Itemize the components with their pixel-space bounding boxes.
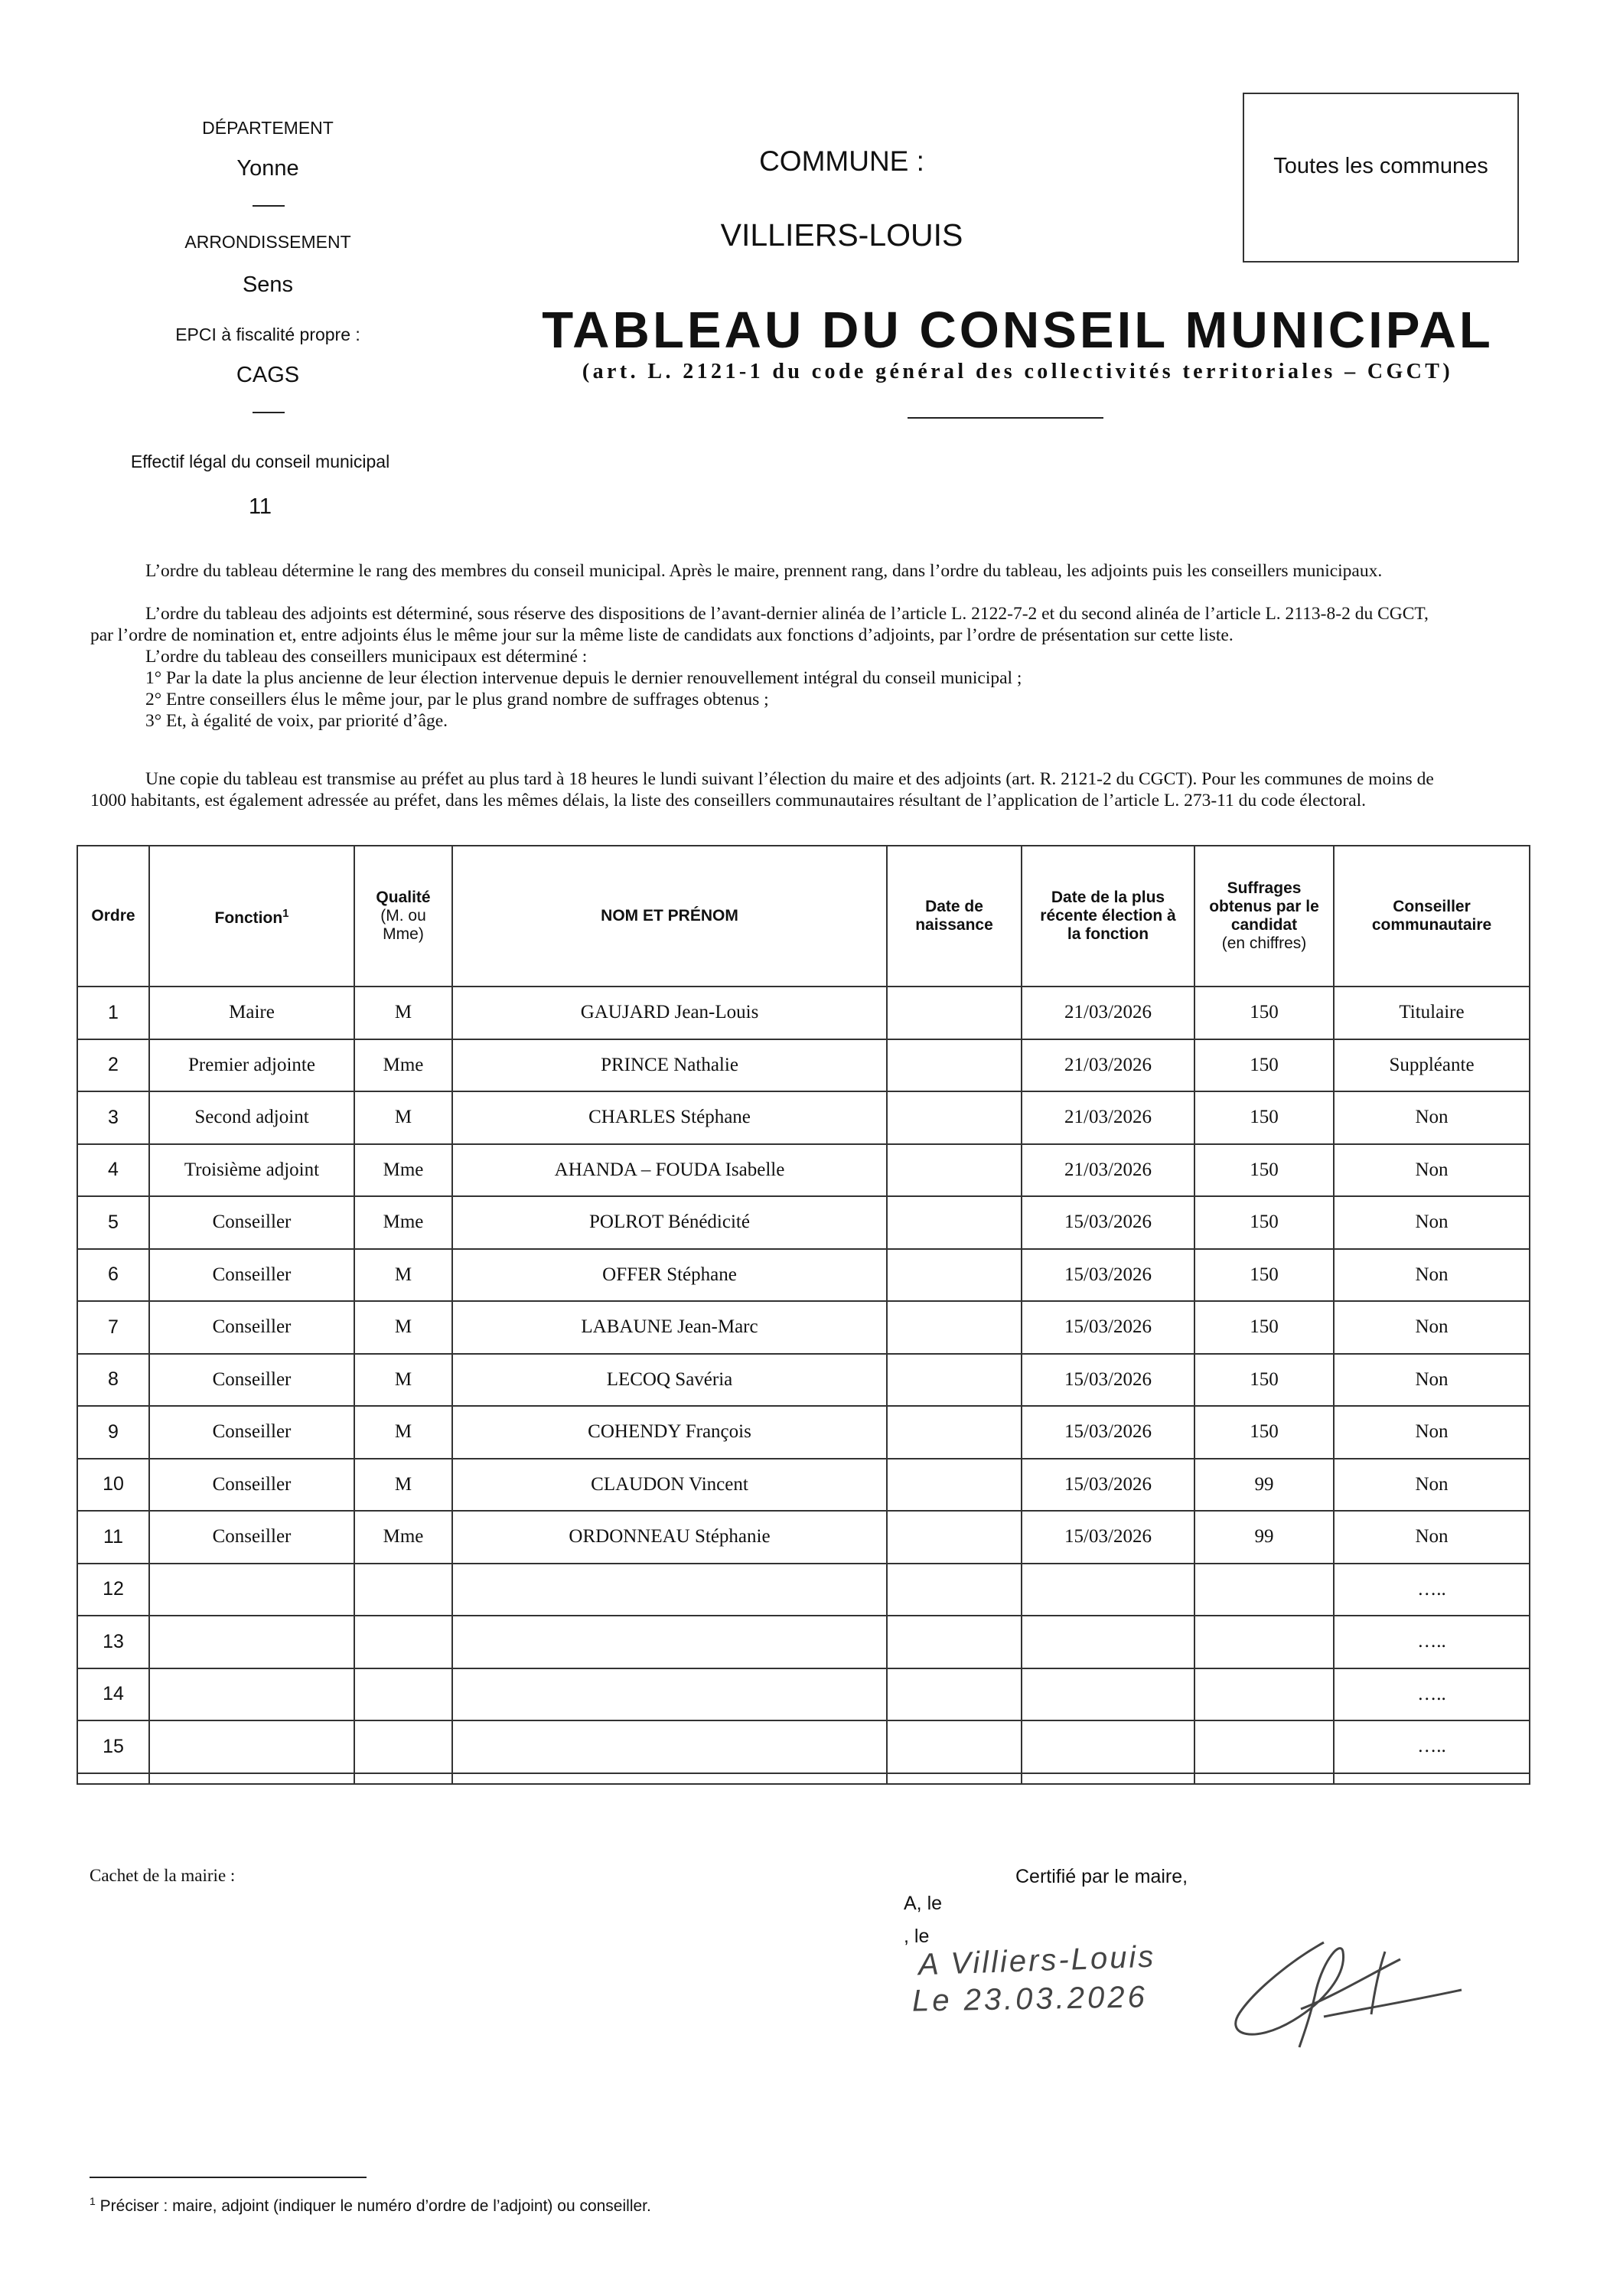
arrondissement-label: ARRONDISSEMENT [184,232,351,252]
cell-nom: LABAUNE Jean-Marc [452,1301,887,1354]
cell-naissance [887,1459,1022,1512]
cell-fonction: Conseiller [149,1196,354,1249]
epci-value: CAGS [236,363,300,387]
arrondissement-value: Sens [242,272,294,297]
intro-text: 1000 habitants, est également adressée au préfet, dans les mêmes délais, la liste des conseillers communautaires résultant de l’application de l’article L. 273-11 du code électoral. [90,791,1367,810]
cell-ordre: 12 [77,1564,149,1616]
cell-naissance [887,1616,1022,1668]
cell-qualite: M [354,1406,452,1459]
cell-naissance [887,1720,1022,1773]
cell-fonction: Conseiller [149,1511,354,1564]
intro-text: par l’ordre de nomination et, entre adjoints élus le même jour sur la même liste de candidats aux fonctions d’adjoints, par l’ordre de présentation sur cette liste. [90,625,1234,645]
cell-qualite: M [354,1091,452,1144]
cell-ordre: 10 [77,1459,149,1512]
cell-conseiller: Non [1334,1511,1530,1564]
cell-fonction: Conseiller [149,1459,354,1512]
cell-fonction [149,1668,354,1721]
cell-conseiller: Non [1334,1459,1530,1512]
cell-naissance [887,1039,1022,1092]
cell-qualite [354,1564,452,1616]
header-qualite: Qualité (M. ou Mme) [354,846,452,987]
cell-election: 21/03/2026 [1022,1144,1194,1197]
cell-nom: OFFER Stéphane [452,1249,887,1302]
header-fonction: Fonction$^1$ [149,846,354,987]
cell-suffrages: 150 [1194,1091,1334,1144]
cell-conseiller: Titulaire [1334,987,1530,1039]
table-row [77,1564,1530,1616]
spacer-row [77,1773,1530,1784]
cell-conseiller: Non [1334,1406,1530,1459]
cell-naissance [887,1668,1022,1721]
cell-qualite [354,1616,452,1668]
cell-naissance [887,1564,1022,1616]
table-row [77,1249,1530,1302]
cell-election: 21/03/2026 [1022,1039,1194,1092]
cell-fonction: Conseiller [149,1301,354,1354]
intro-text: L’ordre du tableau des adjoints est déterminé, sous réserve des dispositions de l’avant-dernier alinéa de l’article L. 2122-7-2 et du second alinéa de l’article L. 2113-8-2 du CGCT, [145,604,1429,624]
footnote-divider [90,2177,367,2178]
cell-ordre: 9 [77,1406,149,1459]
cell-naissance [887,1406,1022,1459]
cell-ordre: 1 [77,987,149,1039]
divider [908,417,1103,419]
cell-nom: CLAUDON Vincent [452,1459,887,1512]
cell-election [1022,1720,1194,1773]
cell-suffrages: 150 [1194,1406,1334,1459]
cell-election [1022,1564,1194,1616]
table-row [77,1039,1530,1092]
cell-conseiller: ….. [1334,1564,1530,1616]
intro-paragraph-4 [90,768,1537,811]
cell-nom [452,1616,887,1668]
intro-text: 3° Et, à égalité de voix, par priorité d’âge. [145,711,448,731]
cell-ordre: 5 [77,1196,149,1249]
header-election: Date de la plus récente élection à la fonction [1022,846,1194,987]
cell-suffrages: 150 [1194,1249,1334,1302]
cell-election: 21/03/2026 [1022,987,1194,1039]
cell-conseiller: Non [1334,1301,1530,1354]
cell-fonction [149,1720,354,1773]
cell-nom: GAUJARD Jean-Louis [452,987,887,1039]
intro-text: 2° Entre conseillers élus le même jour, par le plus grand nombre de suffrages obtenus ; [145,690,769,709]
table-row [77,1196,1530,1249]
cell-naissance [887,1301,1022,1354]
cell-qualite: M [354,1249,452,1302]
signature-image [1209,1929,1469,2051]
divider [253,205,285,207]
cell-nom [452,1720,887,1773]
cell-naissance [887,1249,1022,1302]
table-row [77,1668,1530,1721]
cell-suffrages [1194,1564,1334,1616]
cell-suffrages [1194,1720,1334,1773]
cell-conseiller: Non [1334,1091,1530,1144]
cell-ordre: 13 [77,1616,149,1668]
footnote: $^1$ Préciser : maire, adjoint (indiquer le numéro d’ordre de l’adjoint) ou conseiller. [90,2195,651,2215]
cell-fonction: Second adjoint [149,1091,354,1144]
intro-text: L’ordre du tableau détermine le rang des membres du conseil municipal. Après le maire, prennent rang, dans l’ordre du tableau, les adjoints puis les conseillers municipaux. [145,561,1383,581]
le-label: , le [904,1926,930,1947]
cachet-label: Cachet de la mairie : [90,1866,236,1885]
council-table [77,845,1530,1785]
cell-election: 15/03/2026 [1022,1406,1194,1459]
cell-election: 15/03/2026 [1022,1511,1194,1564]
cell-naissance [887,1511,1022,1564]
effectif-value: 11 [248,494,272,519]
table-row [77,1616,1530,1668]
intro-text: 1° Par la date la plus ancienne de leur élection intervenue depuis le dernier renouvellement intégral du conseil municipal ; [145,668,1022,688]
departement-value: Yonne [236,156,299,181]
cell-fonction: Troisième adjoint [149,1144,354,1197]
intro-text: L’ordre du tableau des conseillers municipaux est déterminé : [145,647,588,667]
cell-qualite: M [354,1354,452,1407]
cell-nom [452,1668,887,1721]
cell-fonction [149,1616,354,1668]
cell-fonction: Maire [149,987,354,1039]
cell-election: 15/03/2026 [1022,1354,1194,1407]
cell-naissance [887,1196,1022,1249]
table-row [77,1354,1530,1407]
cell-nom: LECOQ Savéria [452,1354,887,1407]
cell-ordre: 8 [77,1354,149,1407]
header-suffrages: Suffrages obtenus par le candidat (en chiffres) [1194,846,1334,987]
cell-fonction [149,1564,354,1616]
cell-conseiller: ….. [1334,1720,1530,1773]
table-header-row [77,846,1530,987]
cell-naissance [887,987,1022,1039]
table-row [77,1091,1530,1144]
page-title: TABLEAU DU CONSEIL MUNICIPAL [542,302,1494,359]
page-subtitle: (art. L. 2121-1 du code général des collectivités territoriales – CGCT) [582,360,1454,383]
cell-conseiller: Non [1334,1354,1530,1407]
certifie-label: Certifié par le maire, [1015,1866,1188,1887]
cell-suffrages: 99 [1194,1459,1334,1512]
departement-label: DÉPARTEMENT [202,118,334,138]
cell-election: 15/03/2026 [1022,1459,1194,1512]
cell-qualite: M [354,987,452,1039]
communes-box-text: Toutes les communes [1273,154,1488,178]
cell-conseiller: Non [1334,1196,1530,1249]
cell-conseiller: ….. [1334,1616,1530,1668]
cell-qualite: M [354,1459,452,1512]
table-row [77,1144,1530,1197]
cell-naissance [887,1144,1022,1197]
cell-election: 21/03/2026 [1022,1091,1194,1144]
cell-fonction: Premier adjointe [149,1039,354,1092]
cell-fonction: Conseiller [149,1354,354,1407]
header-conseiller: Conseiller communautaire [1334,846,1530,987]
cell-nom: AHANDA – FOUDA Isabelle [452,1144,887,1197]
header-ordre: Ordre [77,846,149,987]
cell-nom: COHENDY François [452,1406,887,1459]
cell-qualite [354,1668,452,1721]
cell-qualite: Mme [354,1196,452,1249]
cell-suffrages: 99 [1194,1511,1334,1564]
cell-ordre: 14 [77,1668,149,1721]
table-row [77,987,1530,1039]
cell-suffrages: 150 [1194,1354,1334,1407]
cell-nom: POLROT Bénédicité [452,1196,887,1249]
intro-paragraph-1 [145,560,1592,582]
cell-nom [452,1564,887,1616]
cell-ordre: 15 [77,1720,149,1773]
cell-ordre: 3 [77,1091,149,1144]
cell-suffrages [1194,1616,1334,1668]
table-row [77,1720,1530,1773]
cell-qualite: M [354,1301,452,1354]
table-row [77,1301,1530,1354]
cell-election: 15/03/2026 [1022,1301,1194,1354]
cell-naissance [887,1354,1022,1407]
cell-ordre: 11 [77,1511,149,1564]
table-row [77,1406,1530,1459]
handwritten-date: Le 23.03.2026 [911,1980,1149,2018]
footnote-marker: 1 [282,907,289,920]
intro-text: Une copie du tableau est transmise au préfet au plus tard à 18 heures le lundi suivant l’élection du maire et des adjoints (art. R. 2121-2 du CGCT). Pour les communes de moins de [145,769,1434,789]
cell-nom: PRINCE Nathalie [452,1039,887,1092]
cell-election [1022,1616,1194,1668]
commune-value: VILLIERS-LOUIS [720,217,963,253]
cell-nom: CHARLES Stéphane [452,1091,887,1144]
cell-suffrages [1194,1668,1334,1721]
cell-suffrages: 150 [1194,1039,1334,1092]
cell-ordre: 6 [77,1249,149,1302]
epci-label: EPCI à fiscalité propre : [175,325,360,344]
cell-qualite: Mme [354,1039,452,1092]
cell-election [1022,1668,1194,1721]
cell-qualite: Mme [354,1144,452,1197]
cell-ordre: 4 [77,1144,149,1197]
cell-conseiller: ….. [1334,1668,1530,1721]
a-le-label: A, le [904,1893,943,1914]
cell-fonction: Conseiller [149,1406,354,1459]
cell-conseiller: Suppléante [1334,1039,1530,1092]
header-nom: NOM ET PRÉNOM [452,846,887,987]
cell-suffrages: 150 [1194,987,1334,1039]
effectif-label: Effectif légal du conseil municipal [130,452,390,471]
header-naissance: Date de naissance [887,846,1022,987]
intro-paragraph-2 [90,603,1537,732]
handwritten-place: A Villiers-Louis [917,1939,1156,1982]
cell-election: 15/03/2026 [1022,1249,1194,1302]
cell-election: 15/03/2026 [1022,1196,1194,1249]
cell-suffrages: 150 [1194,1301,1334,1354]
communes-box [1243,93,1519,263]
divider [253,412,285,413]
cell-ordre: 7 [77,1301,149,1354]
cell-qualite [354,1720,452,1773]
table-row [77,1511,1530,1564]
cell-naissance [887,1091,1022,1144]
commune-label: COMMUNE : [759,145,924,177]
cell-fonction: Conseiller [149,1249,354,1302]
cell-suffrages: 150 [1194,1144,1334,1197]
cell-nom: ORDONNEAU Stéphanie [452,1511,887,1564]
cell-conseiller: Non [1334,1249,1530,1302]
cell-conseiller: Non [1334,1144,1530,1197]
cell-suffrages: 150 [1194,1196,1334,1249]
table-row [77,1459,1530,1512]
cell-ordre: 2 [77,1039,149,1092]
cell-qualite: Mme [354,1511,452,1564]
